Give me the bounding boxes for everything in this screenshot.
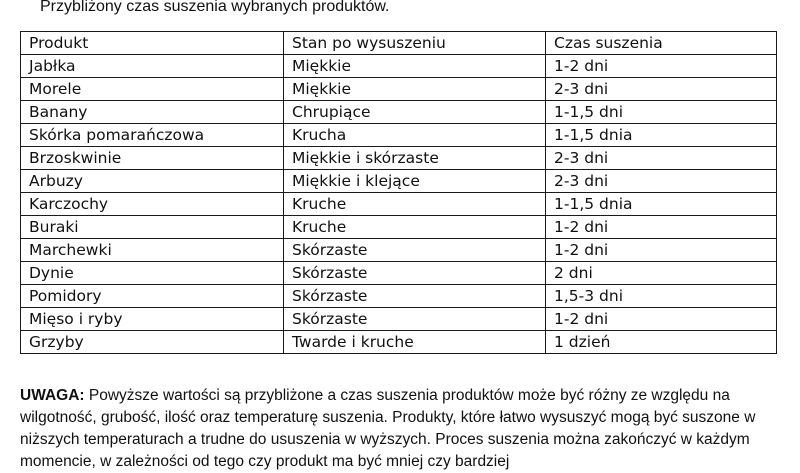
- cell-product: Grzyby: [21, 331, 284, 354]
- table-header-row: [21, 32, 777, 55]
- cell-state: Chrupiące: [284, 101, 546, 124]
- header-state-after-drying: Stan po wysuszeniu: [284, 32, 546, 55]
- table-row: [21, 147, 777, 170]
- table-row: [21, 55, 777, 78]
- table-row: [21, 78, 777, 101]
- cell-product: Banany: [21, 101, 284, 124]
- cell-state: Skórzaste: [284, 239, 546, 262]
- cell-product: Skórka pomarańczowa: [21, 124, 284, 147]
- cell-time: 2-3 dni: [546, 147, 777, 170]
- cell-state: Skórzaste: [284, 308, 546, 331]
- table-row: [21, 193, 777, 216]
- cell-time: 1-2 dni: [546, 308, 777, 331]
- cell-state: Skórzaste: [284, 285, 546, 308]
- table-row: [21, 285, 777, 308]
- cell-state: Skórzaste: [284, 262, 546, 285]
- cell-time: 1-2 dni: [546, 55, 777, 78]
- table-row: [21, 101, 777, 124]
- cell-time: 1-2 dni: [546, 216, 777, 239]
- cell-product: Pomidory: [21, 285, 284, 308]
- cell-product: Dynie: [21, 262, 284, 285]
- table-row: [21, 216, 777, 239]
- cell-time: 1-2 dni: [546, 239, 777, 262]
- cell-time: 1-1,5 dnia: [546, 124, 777, 147]
- cell-state: Miękkie: [284, 55, 546, 78]
- note-paragraph: [20, 385, 790, 473]
- cell-time: 2 dni: [546, 262, 777, 285]
- cell-product: Arbuzy: [21, 170, 284, 193]
- note-label: UWAGA:: [20, 387, 85, 404]
- cell-product: Karczochy: [21, 193, 284, 216]
- table-row: [21, 262, 777, 285]
- cell-time: 2-3 dni: [546, 170, 777, 193]
- cell-product: Morele: [21, 78, 284, 101]
- table-caption: Przybliżony czas suszenia wybranych produktów.: [40, 0, 390, 15]
- cell-state: Kruche: [284, 193, 546, 216]
- cell-time: 2-3 dni: [546, 78, 777, 101]
- cell-product: Brzoskwinie: [21, 147, 284, 170]
- cell-state: Kruche: [284, 216, 546, 239]
- table-row: [21, 170, 777, 193]
- cell-product: Mięso i ryby: [21, 308, 284, 331]
- cell-time: 1,5-3 dni: [546, 285, 777, 308]
- cell-product: Jabłka: [21, 55, 284, 78]
- cell-time: 1-1,5 dnia: [546, 193, 777, 216]
- cell-state: Miękkie i skórzaste: [284, 147, 546, 170]
- cell-state: Miękkie i klejące: [284, 170, 546, 193]
- header-product: Produkt: [21, 32, 284, 55]
- cell-product: Buraki: [21, 216, 284, 239]
- cell-product: Marchewki: [21, 239, 284, 262]
- cell-time: 1-1,5 dni: [546, 101, 777, 124]
- header-drying-time: Czas suszenia: [546, 32, 777, 55]
- table-row: [21, 331, 777, 354]
- drying-time-table: [20, 31, 777, 354]
- note-text: Powyższe wartości są przybliżone a czas suszenia produktów może być różny ze względu na wilgotność, grubość, ilość oraz temperaturę suszenia. Produkty, które łatwo wysuszyć mogą być suszone w niższych temperaturach a trudne do ususzenia w wyższych. Proces suszenia można zakończyć w każdym momencie, w zależności od tego czy produkt ma być mniej czy bardziej: [20, 387, 756, 470]
- table-row: [21, 308, 777, 331]
- table-row: [21, 239, 777, 262]
- drying-time-table-container: [20, 31, 776, 354]
- cell-time: 1 dzień: [546, 331, 777, 354]
- cell-state: Miękkie: [284, 78, 546, 101]
- cell-state: Krucha: [284, 124, 546, 147]
- table-row: [21, 124, 777, 147]
- cell-state: Twarde i kruche: [284, 331, 546, 354]
